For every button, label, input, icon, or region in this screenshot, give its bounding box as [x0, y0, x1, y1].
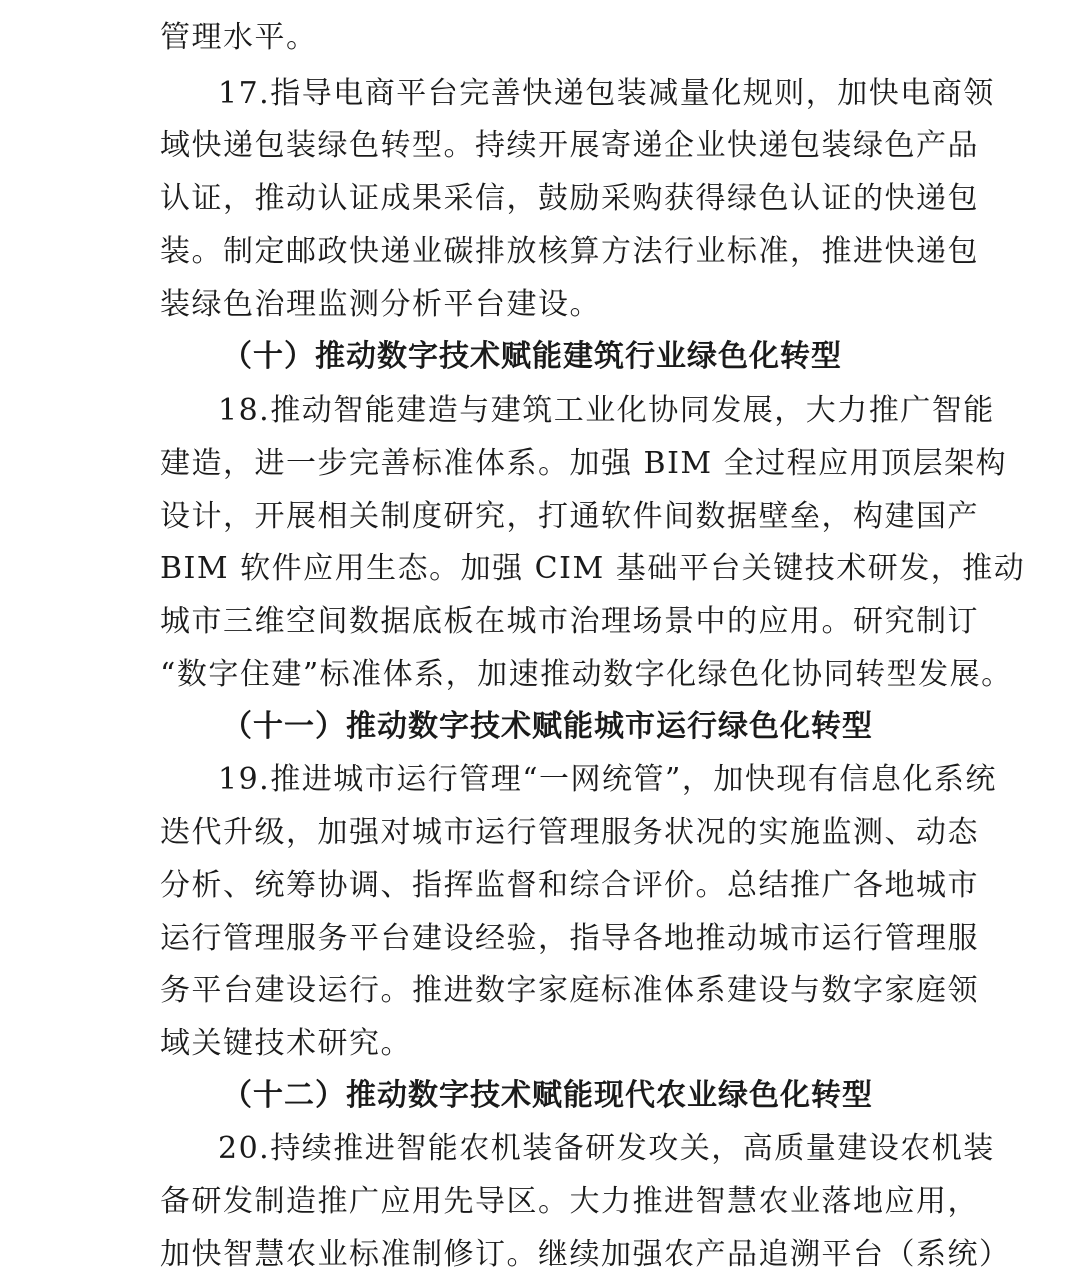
paragraph-line: 20.持续推进智能农机装备研发攻关，高质量建设农机装 — [218, 1131, 995, 1166]
paragraph-line: 装绿色治理监测分析平台建设。 — [160, 287, 601, 322]
paragraph-line: 装。制定邮政快递业碳排放核算方法行业标准，推进快递包 — [160, 234, 979, 269]
paragraph-line: 管理水平。 — [160, 20, 318, 55]
paragraph-line: 城市三维空间数据底板在城市治理场景中的应用。研究制订 — [160, 604, 979, 639]
section-heading: （十一）推动数字技术赋能城市运行绿色化转型 — [222, 709, 873, 744]
paragraph-line: 加快智慧农业标准制修订。继续加强农产品追溯平台（系统） — [160, 1237, 1011, 1272]
paragraph-line: 18.推动智能建造与建筑工业化协同发展，大力推广智能 — [218, 393, 995, 428]
paragraph-line: 务平台建设运行。推进数字家庭标准体系建设与数字家庭领 — [160, 973, 979, 1008]
paragraph-line: 迭代升级，加强对城市运行管理服务状况的实施监测、动态 — [160, 815, 979, 850]
paragraph-line: 17.指导电商平台完善快递包装减量化规则，加快电商领 — [218, 76, 995, 111]
section-heading: （十二）推动数字技术赋能现代农业绿色化转型 — [222, 1078, 873, 1113]
paragraph-line: 域关键技术研究。 — [160, 1026, 412, 1061]
section-heading: （十）推动数字技术赋能建筑行业绿色化转型 — [222, 339, 842, 374]
paragraph-line: 设计，开展相关制度研究，打通软件间数据壁垒，构建国产 — [160, 499, 979, 534]
paragraph-line: 19.推进城市运行管理“一网统管”，加快现有信息化系统 — [218, 762, 997, 797]
paragraph-line: 分析、统筹协调、指挥监督和综合评价。总结推广各地城市 — [160, 868, 979, 903]
paragraph-line: 域快递包装绿色转型。持续开展寄递企业快递包装绿色产品 — [160, 128, 979, 163]
paragraph-line: “数字住建”标准体系，加速推动数字化绿色化协同转型发展。 — [160, 657, 1013, 692]
paragraph-line: BIM 软件应用生态。加强 CIM 基础平台关键技术研发，推动 — [160, 551, 1026, 586]
paragraph-line: 运行管理服务平台建设经验，指导各地推动城市运行管理服 — [160, 921, 979, 956]
paragraph-line: 建造，进一步完善标准体系。加强 BIM 全过程应用顶层架构 — [160, 446, 1008, 481]
paragraph-line: 备研发制造推广应用先导区。大力推进智慧农业落地应用， — [160, 1184, 979, 1219]
paragraph-line: 认证，推动认证成果采信，鼓励采购获得绿色认证的快递包 — [160, 181, 979, 216]
